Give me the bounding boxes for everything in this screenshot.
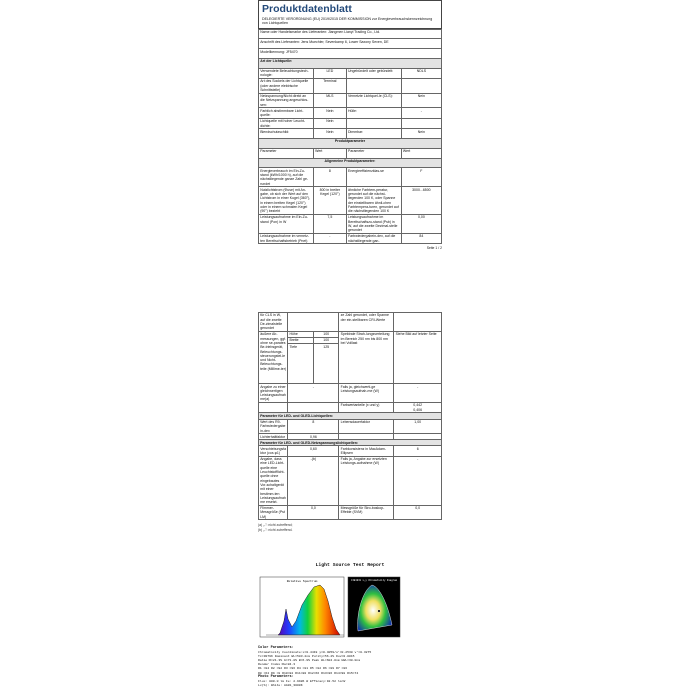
- type-rows: [259, 68, 442, 138]
- equivalent-row: [259, 384, 442, 403]
- led-row-cell: Lichterhaltfaktor: [259, 434, 288, 440]
- dim-width-value: 100: [313, 338, 339, 344]
- general-row: [259, 233, 442, 243]
- header-box: [258, 0, 442, 29]
- color-line-4: Render Index:Ra=84.3: [258, 662, 296, 667]
- type-row-cell: Nein: [313, 108, 346, 118]
- net-row-cell: Angabe, dass eine LED-Licht-quelle eine Leuchtstofflicht-quelle ohne eingebautes Vor-schaltgerät mit einer bestimm-ten Leistungsaufnahme ersetzt.: [260, 457, 286, 505]
- type-row-cell: Lichtquelle mit hoher Leucht-dichte:: [259, 118, 314, 128]
- color-line-3: Ratio:R=21.3% G=71.8% B=6.9% Peak WL=604.0nm HWL=38.0nm: [258, 658, 361, 663]
- report-text: [258, 646, 442, 687]
- dimensions-label: äußere Ab-messungen, ggf. ohne se-parates Be-triebsgerät, Beleuchtungs-steuerungstei-le und Nicht-Beleuchtungs-teile (Millime-ter): [259, 331, 288, 383]
- equivalent-row-cell: -: [288, 384, 339, 403]
- continued-rows: [259, 313, 442, 332]
- general-row-cell: Leistungsaufnahme im Bereitschaftszu-stand (Psb) in W, auf die zweite Dezimal-stelle gerundet: [346, 214, 401, 233]
- datasheet-page-1: [258, 0, 442, 250]
- equivalent-row-cell: [259, 403, 288, 413]
- net-row-cell: Verschiebungsfaktor (cos φ1): [260, 446, 287, 456]
- spectral-value: Siehe Bild auf letzter Seite: [394, 331, 442, 383]
- type-row-cell: Art des Sockels der Lichtquelle (oder andere elektrische Schnittstelle): [259, 79, 314, 94]
- continued-row-cell: ze Zahl gerundet, oder Spanne der ein-stellbaren CRI-Werte: [339, 313, 394, 332]
- general-rows: [259, 168, 442, 244]
- page-title: Produktdatenblatt: [262, 3, 352, 15]
- continued-row: [259, 313, 442, 332]
- general-row-cell: Farbwiedergabein-dex, auf die nächstliegende gan-: [346, 233, 401, 243]
- photo-params-heading: Photo Parameters:: [258, 674, 294, 679]
- continued-row-cell: für CLS in W, auf die zweite De-zimalstelle gerundet: [259, 313, 288, 332]
- led-row-cell: 1,00: [394, 419, 442, 434]
- general-row-cell: Nutzlichtstrom (Φuse) mit An-gabe, ob sich der Wert auf den Lichtstrom in einer Kugel (360°), in einem breiten Kegel (120°) oder in einem schmalen Kegel (90°) bezieht: [259, 187, 314, 215]
- color-line-1: Chromaticity Coordinate:x=0.4419 y=0.4059/u'=0.2538 v'=0.3275: [258, 650, 372, 655]
- type-row-cell: Ungebündelt oder gebündelt:: [346, 68, 401, 78]
- equivalent-row-cell: Farbwertanteile (x und y): [339, 403, 394, 413]
- header-value-2: Wert: [401, 148, 441, 158]
- net-rows: [259, 446, 442, 520]
- net-row-cell: 6: [394, 446, 442, 456]
- type-row: [259, 108, 442, 118]
- footnote-a: (a) „-": nicht zutreffend;: [258, 523, 293, 528]
- cie-chart: [348, 577, 400, 637]
- net-row-cell: 0,0: [394, 505, 442, 520]
- led-row-cell: 8: [288, 419, 339, 434]
- general-row: [259, 187, 442, 215]
- net-row-cell: Falls ja, Angabe zur ersetzten Leistungs-aufnahme (W): [339, 456, 394, 505]
- general-row-cell: 84: [401, 233, 441, 243]
- type-row-cell: Hülle:: [346, 108, 401, 118]
- continued-row-cell: [288, 313, 339, 332]
- dim-height-label: Höhe: [288, 331, 314, 337]
- footnotes: [258, 523, 442, 532]
- led-row: [259, 419, 442, 434]
- type-row-cell: Verwendete Beleuchtungstech-nologie:: [259, 68, 314, 78]
- general-row-cell: ähnliche Farbtem-peratur, gerundet auf die nächst-liegenden 100 K, oder Spanne der einstellbaren ähnli-chen Farbtempera-turen, gerundet auf die nächstliegenden 100 K: [346, 187, 401, 215]
- type-row: [259, 129, 442, 139]
- r-line-2: R8 =64 R9 =8 R10=82 R11=80 R12=66 R13=86 R14=98 R15=74: [258, 670, 359, 675]
- type-row-cell: Netzspannung/Nicht direkt an die Netzspannung angeschlos-sen:: [259, 93, 314, 108]
- supplier-address: Anschrift des Lieferanten: Jens Muechler, Sevenkamp 6, Lower Saxony Seven, DE: [259, 39, 442, 49]
- header-value: Wert: [313, 148, 346, 158]
- dim-depth-value: 125: [313, 344, 339, 384]
- type-row-cell: [346, 118, 401, 128]
- general-row: [259, 168, 442, 187]
- general-row-cell: Energieeffizienzklas-se: [346, 168, 401, 187]
- general-row: [259, 214, 442, 233]
- footnote-b: (b) „-": nicht zutreffend.: [258, 527, 293, 532]
- net-row-cell: Messgröße für Stro-boskop-Effekte (SVM): [339, 505, 394, 520]
- dim-width-label: Breite: [288, 338, 314, 344]
- product-params-heading: Produktparameter: [259, 138, 442, 148]
- led-rows: [259, 419, 442, 440]
- photo-line-1: Flux: 800.0 lm Fe: 2.9986 W Efficacy:92.52 lm/W: [258, 678, 346, 683]
- type-row-cell: Blendschutzschild:: [259, 129, 314, 139]
- type-row-cell: Farblich abstimmbare Licht-quelle:: [259, 108, 314, 118]
- photo-line-2: Lv(%): White: AA01_3000K: [258, 682, 303, 687]
- general-row-cell: F: [401, 168, 441, 187]
- net-row-cell: -: [394, 456, 442, 505]
- general-row-cell: 800 in breiter Kegel (120°): [313, 187, 346, 215]
- general-row-cell: Leistungsaufnahme im vernetz-ten Bereitschaftsbetrieb (Pnet): [259, 233, 314, 243]
- header-parameter: Parameter: [259, 148, 314, 158]
- light-source-type-heading: Art der Lichtquelle:: [259, 58, 442, 68]
- type-row-cell: Nein: [401, 129, 441, 139]
- spectral-label: Spektrale Strah-lungsverteilung im Bereich 250 nm bis 800 nm bei Volllast: [339, 331, 394, 383]
- led-row-cell: Wert des R9-Farbwiedergabein-dex: [259, 419, 288, 434]
- general-row-cell: 8: [313, 168, 346, 187]
- type-row: [259, 68, 442, 78]
- net-row: [259, 446, 442, 456]
- equivalent-row-cell: [288, 403, 339, 413]
- net-row-cell: Farbkonsistenz in MacAdam-Ellipsen: [339, 446, 394, 456]
- model-id: Modellkennung: JF5470: [259, 49, 442, 59]
- type-row: [259, 79, 442, 94]
- cie-title: CIE1931 x,y Chromaticity Diagram: [351, 579, 397, 582]
- supplier-table: [258, 29, 442, 245]
- type-row-cell: [401, 79, 441, 94]
- type-row-cell: Dimmbar:: [346, 129, 401, 139]
- continued-row-cell: [394, 313, 442, 332]
- general-row-cell: -: [313, 233, 346, 243]
- equivalent-row-cell: 0,442 0,406: [394, 403, 442, 413]
- page-footer: Seite 1 / 2: [426, 246, 442, 251]
- dim-depth-label: Tiefe: [288, 344, 314, 384]
- header-parameter-2: Parameter: [346, 148, 401, 158]
- net-row: [259, 456, 442, 505]
- equivalent-rows: [259, 384, 442, 413]
- type-row-cell: LED: [313, 68, 346, 78]
- type-row-cell: Nein: [313, 129, 346, 139]
- equivalent-row-cell: -: [394, 384, 442, 403]
- datasheet-page-2: [258, 312, 442, 532]
- led-row-cell: Lebensdauerfaktor: [339, 419, 394, 434]
- type-row-cell: Vernetzte Lichtquel-le (CLS):: [346, 93, 401, 108]
- general-params-heading: Allgemeine Produktparameter:: [259, 158, 442, 168]
- type-row-cell: Terminal: [313, 79, 346, 94]
- spectrum-chart: [260, 577, 344, 637]
- type-row-cell: Nein: [313, 118, 346, 128]
- led-row-cell: 0,96: [288, 434, 339, 440]
- net-row-cell: 0,60: [288, 446, 339, 456]
- net-row: [259, 505, 442, 520]
- dim-height-value: 100: [313, 331, 339, 337]
- equivalent-row: [259, 403, 442, 413]
- supplier-name: Name oder Handelsmarke des Lieferanten: Jiangmen Lianyi Trading Co., Ltd.: [259, 29, 442, 39]
- general-row-cell: 0,00: [401, 214, 441, 233]
- type-row-cell: NDLS: [401, 68, 441, 78]
- type-row-cell: MLS: [313, 93, 346, 108]
- report-charts-svg: [258, 575, 442, 641]
- params-table-continued: [258, 312, 442, 520]
- type-row-cell: [401, 118, 441, 128]
- equivalent-row-cell: Angabe zu einer gleichwertigen Leistungsaufnahme(a): [260, 384, 286, 402]
- color-line-2: Tc=3079K Dominant WL=583.2nm Purity=56.2% Duv=0.0015: [258, 654, 355, 659]
- general-row-cell: Energieverbrauch im Ein-Zu-stand (kWh/1000 h), auf die nächstliegende ganze Zahl ge-rundet: [259, 168, 314, 187]
- report-title: Light Source Test Report: [315, 563, 385, 568]
- led-params-heading: Parameter für LED- und OLED-Lichtquellen:: [259, 413, 442, 419]
- regulation-text: DELEGIERTE VERORDNUNG (EU) 2019/2015 DER KOMMISSION zur Energieverbrauchskennzeichnung von Lichtquellen: [262, 17, 433, 26]
- type-row-cell: Nein: [401, 93, 441, 108]
- net-params-heading: Parameter für LED- und OLED-Netzspannungslichtquellen:: [259, 440, 442, 446]
- equivalent-row-cell: Falls ja, gleichwerti-ge Leistungsaufnah-me (W): [339, 384, 394, 403]
- type-row: [259, 118, 442, 128]
- general-row-cell: Leistungsaufnahme im Ein-Zu-stand (Pon) in W: [259, 214, 314, 233]
- color-params-heading: Color Parameters:: [258, 646, 294, 650]
- type-row-cell: -: [401, 108, 441, 118]
- r-line-1: R1 =84 R2 =92 R3 =96 R4 =81 R5 =82 R6 =89 R7 =86: [258, 666, 348, 671]
- type-row: [259, 93, 442, 108]
- general-row-cell: 7,5: [313, 214, 346, 233]
- type-row-cell: [346, 79, 401, 94]
- net-row-cell: 0,0: [288, 505, 339, 520]
- light-source-test-report: [258, 560, 442, 700]
- cie-point: [378, 610, 381, 613]
- net-row-cell: -(b): [288, 456, 339, 505]
- net-row-cell: Flimmer-Messgröße (Pst LM): [259, 505, 288, 520]
- report-charts: [258, 575, 442, 641]
- general-row-cell: 3000...6500: [401, 187, 441, 215]
- spectrum-title: Relative Spectrum: [286, 580, 318, 583]
